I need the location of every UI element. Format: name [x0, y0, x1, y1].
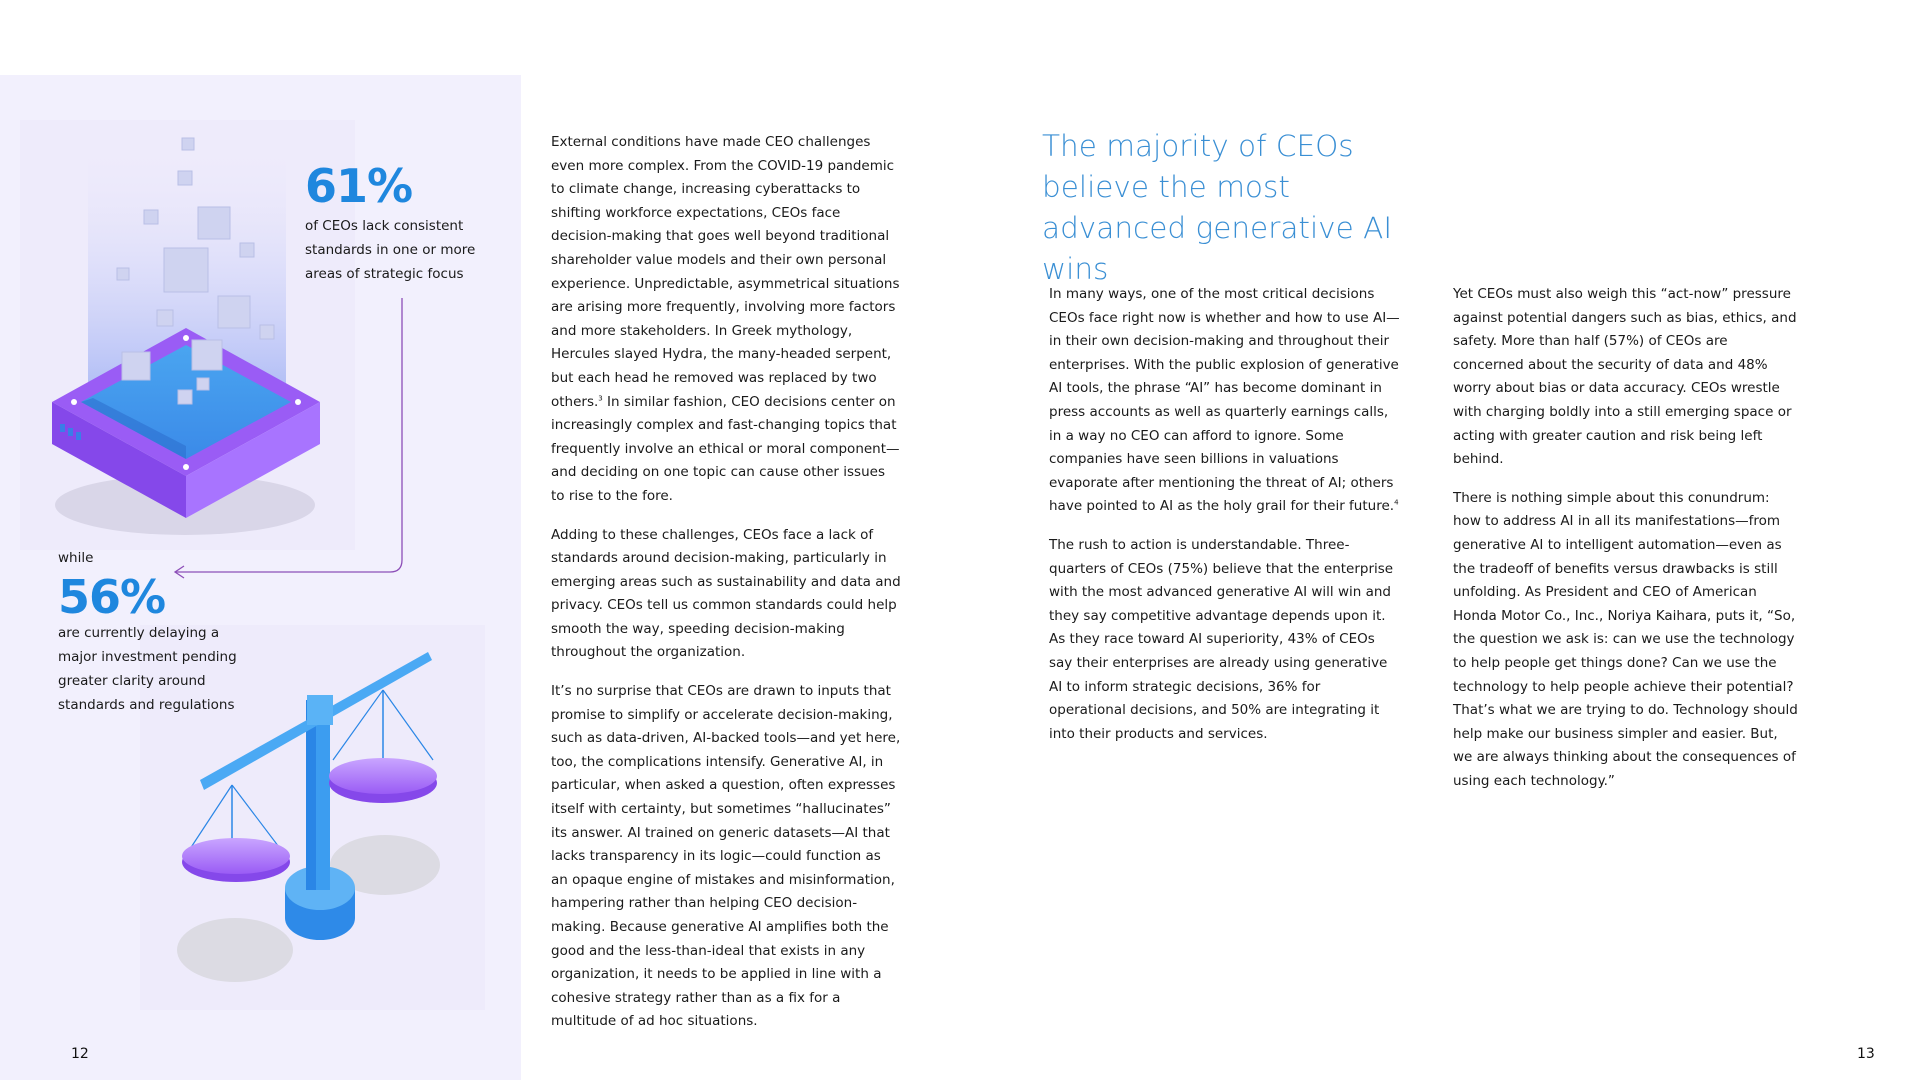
col2-paragraph-2: There is nothing simple about this conundrum: how to address AI in all its manifestations—from generative AI to intelligent automation—even as the tradeoff of benefits versus drawbacks is still unfolding. As President and CEO of American Honda Motor Co., Inc., Noriya Kaihara, puts it, “So, the question we ask is: can we use the technology to help people get things done? Can we use the technology to help people achieve their potential? That’s what we are trying to do. Technology should help make our business simpler and easier. But, we are always thinking about the consequences of using each technology.”	[1453, 489, 1798, 789]
footnote-ref: 3	[598, 394, 603, 403]
page-number-left: 12	[71, 1046, 89, 1062]
page-number-right: 13	[1857, 1046, 1875, 1062]
col1-paragraph-2: The rush to action is understandable. Three-quarters of CEOs (75%) believe that the enterprise with the most advanced generative AI will win and they say competitive advantage depends upon it. As they race toward AI superiority, 43% of CEOs say their enterprises are already using generative AI to inform strategic decisions, 36% for operational decisions, and 50% are integrating it into their products and services.	[1049, 536, 1394, 742]
stat-56-caption: are currently delaying a major investment pending greater clarity around standards and regulations	[58, 625, 237, 713]
body-paragraph-3: It’s no surprise that CEOs are drawn to inputs that promise to simplify or accelerate decision-making, such as data-driven, AI-backed tools—and yet here, too, the complications intensify. Generative AI, in particular, when asked a question, often expresses itself with certainty, but sometimes “hallucinates” its answer. AI trained on generic datasets—AI that lacks transparency in its logic—could function as an opaque engine of mistakes and misinformation, hampering rather than helping CEO decision-making. Because generative AI amplifies both the good and the less-than-ideal that exists in any organization, it needs to be applied in line with a cohesive strategy rather than as a fix for a multitude of ad hoc situations.	[551, 683, 901, 1030]
col2-paragraph-1: Yet CEOs must also weigh this “act-now” pressure against potential dangers such as bias, ethics, and safety. More than half (57%) of CEOs are concerned about the security of data and 48% worry about bias or data accuracy. CEOs wrestle with charging boldly into a still emerging space or acting with greater caution and risk being left behind.	[1453, 286, 1797, 468]
stat-61-percent: 61%	[305, 159, 413, 213]
right-column-2	[1453, 283, 1798, 808]
connector-word: while	[58, 550, 94, 566]
body-paragraph-1: External conditions have made CEO challenges even more complex. From the COVID-19 pandemic to climate change, increasing cyberattacks to shifting workforce expectations, CEOs face decision-making that goes well beyond traditional shareholder value models and their own personal experience. Unpredictable, asymmetrical situations are arising more frequently, involving more factors and more stakeholders. In Greek mythology, Hercules slayed Hydra, the many-headed serpent, but each head he removed was replaced by two others.$^3$ In similar fashion, CEO decisions center on increasingly complex and fast-changing topics that frequently involve an ethical or moral component—and deciding on one topic can cause other issues to rise to the fore.	[551, 134, 900, 504]
left-body-column	[551, 131, 901, 1049]
col1-paragraph-1: In many ways, one of the most critical decisions CEOs face right now is whether and how to use AI—in their own decision-making and throughout their enterprises. With the public explosion of generative AI tools, the phrase “AI” has become dominant in press accounts as well as quarterly earnings calls, in a way no CEO can afford to ignore. Some companies have seen billions in valuations evaporate after mentioning the threat of AI; others have pointed to AI as the holy grail for their future.$^4$	[1049, 286, 1400, 515]
stat-56-percent: 56%	[58, 570, 166, 624]
body-paragraph-2: Adding to these challenges, CEOs face a lack of standards around decision-making, particularly in emerging areas such as sustainability and data and privacy. CEOs tell us common standards could help smooth the way, speeding decision-making throughout the organization.	[551, 526, 901, 661]
stat-61-caption: of CEOs lack consistent standards in one or more areas of strategic focus	[305, 218, 476, 282]
illustration	[0, 0, 521, 1080]
footnote-ref: 4	[1394, 498, 1399, 507]
section-headline: The majority of CEOs believe the most advanced generative AI wins	[1042, 129, 1393, 286]
right-column-1	[1049, 283, 1401, 761]
